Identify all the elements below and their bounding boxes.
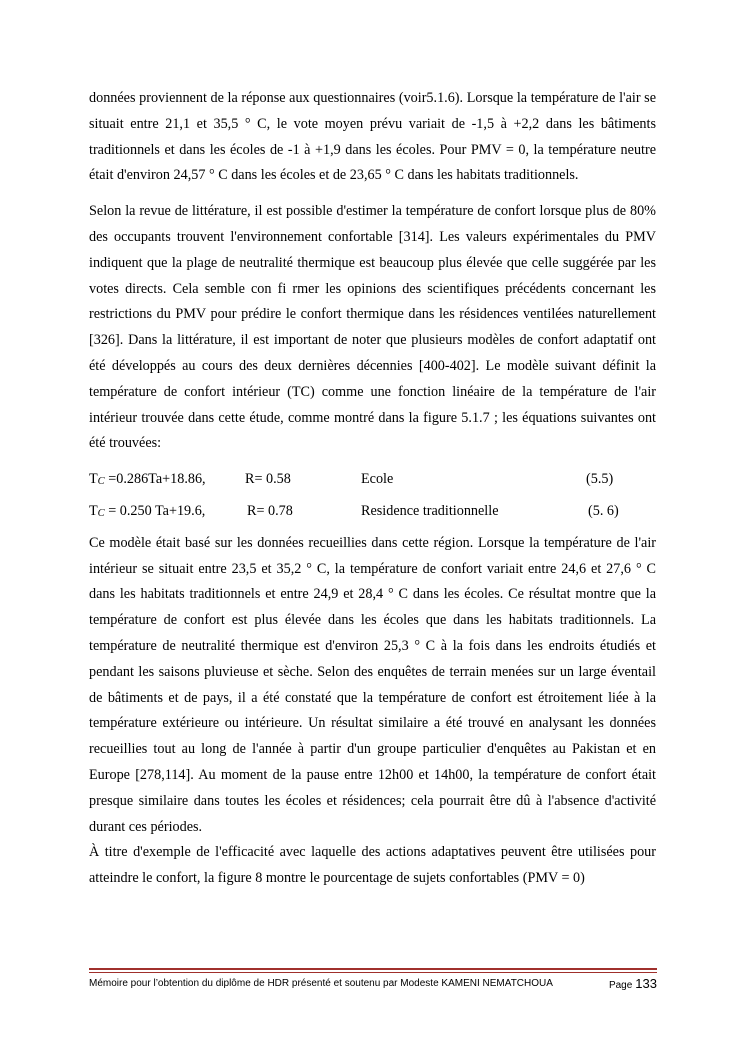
footer-text: Mémoire pour l’obtention du diplôme de HDR présenté et soutenu par Modeste KAMENI NEMATCHOUA [89,978,553,989]
equation-r-value: R= 0.58 [245,471,291,488]
equation-subscript: C [97,507,105,519]
page-footer [89,978,657,989]
page-number: 133 [635,976,657,991]
equation-label: Residence traditionnelle [361,502,499,519]
paragraph-3: Ce modèle était basé sur les données recueillies dans cette région. Lorsque la température de l'air intérieur se situait entre 23,5 et 35,2 ° C, la température de confort variait entre 24,6 et 27,6 ° C dans les habitats traditionnels et entre 24,9 et 28,4 ° C dans les écoles. Ce résultat montre que la température de confort est plus élevée dans les écoles que dans les habitats traditionnels. La température de neutralité thermique est d'environ 25,3 ° C à la fois dans les endroits étudiés et pendant les saisons pluvieuse et sèche. Selon des enquêtes de terrain menées sur un large éventail de bâtiments et de pays, il a été constaté que la température de confort est étroitement liée à la température extérieure ou intérieure. Un résultat similaire a été trouvé en analysant les données recueillies tout au long de l'année à partir d'un groupe particulier d'enquêtes au Pakistan et en Europe [278,114]. Au moment de la pause entre 12h00 et 14h00, la température de confort était presque similaire dans toutes les écoles et résidences; cela pourrait être dû à l'absence d'activité durant ces périodes. [89,534,656,835]
equation-r-value: R= 0.78 [247,502,293,519]
equation-formula [89,499,205,527]
equation-number: (5.5) [586,471,614,488]
equation-symbol: T [89,502,98,519]
paragraph-1: données proviennent de la réponse aux questionnaires (voir5.1.6). Lorsque la température de l'air se situait entre 21,1 et 35,5 ° C, le vote moyen prévu variait de -1,5 à +2,2 dans les bâtiments traditionnels et dans les écoles de -1 à +1,9 dans les écoles. Pour PMV = 0, la température neutre était d'environ 24,57 ° C dans les écoles et de 23,65 ° C dans les habitats traditionnels. [89,90,656,184]
footer-rule-thick [89,968,657,970]
equation-formula [89,467,206,495]
paragraph-4: À titre d'exemple de l'efficacité avec laquelle des actions adaptatives peuvent être utilisées pour atteindre le confort, la figure 8 montre le pourcentage de sujets confortables (PMV = 0) [89,844,656,887]
equation-expression: =0.286Ta+18.86, [104,471,206,488]
equation-label: Ecole [361,471,394,488]
equation-5-6 [89,499,656,525]
equation-number: (5. 6) [588,502,619,519]
paragraph-2: Selon la revue de littérature, il est possible d'estimer la température de confort lorsque plus de 80% des occupants trouvent l'environnement confortable [314]. Les valeurs expérimentales du PMV indiquent que la plage de neutralité thermique est beaucoup plus élevée que celle suggérée par les votes directs. Cela semble con fi rmer les opinions des scientifiques précédents concernant les restrictions du PMV pour prédire le confort thermique dans les résidences ventilées naturellement [326]. Dans la littérature, il est important de noter que plusieurs modèles de confort adaptatif ont été développés au cours des deux dernières décennies [400-402]. Le modèle suivant définit la température de confort intérieur (TC) comme une fonction linéaire de la température de l'air intérieur trouvée dans cette étude, comme montré dans la figure 5.1.7 ; les équations suivantes ont été trouvées: [89,203,656,452]
page-indicator [609,976,657,991]
footer-rule-thin [89,972,657,973]
document-body [89,86,656,892]
equation-symbol: T [89,471,98,488]
page-label: Page [608,980,633,991]
equation-expression: = 0.250 Ta+19.6, [104,502,206,519]
equation-5-5 [89,467,656,493]
equation-subscript: C [97,476,105,488]
